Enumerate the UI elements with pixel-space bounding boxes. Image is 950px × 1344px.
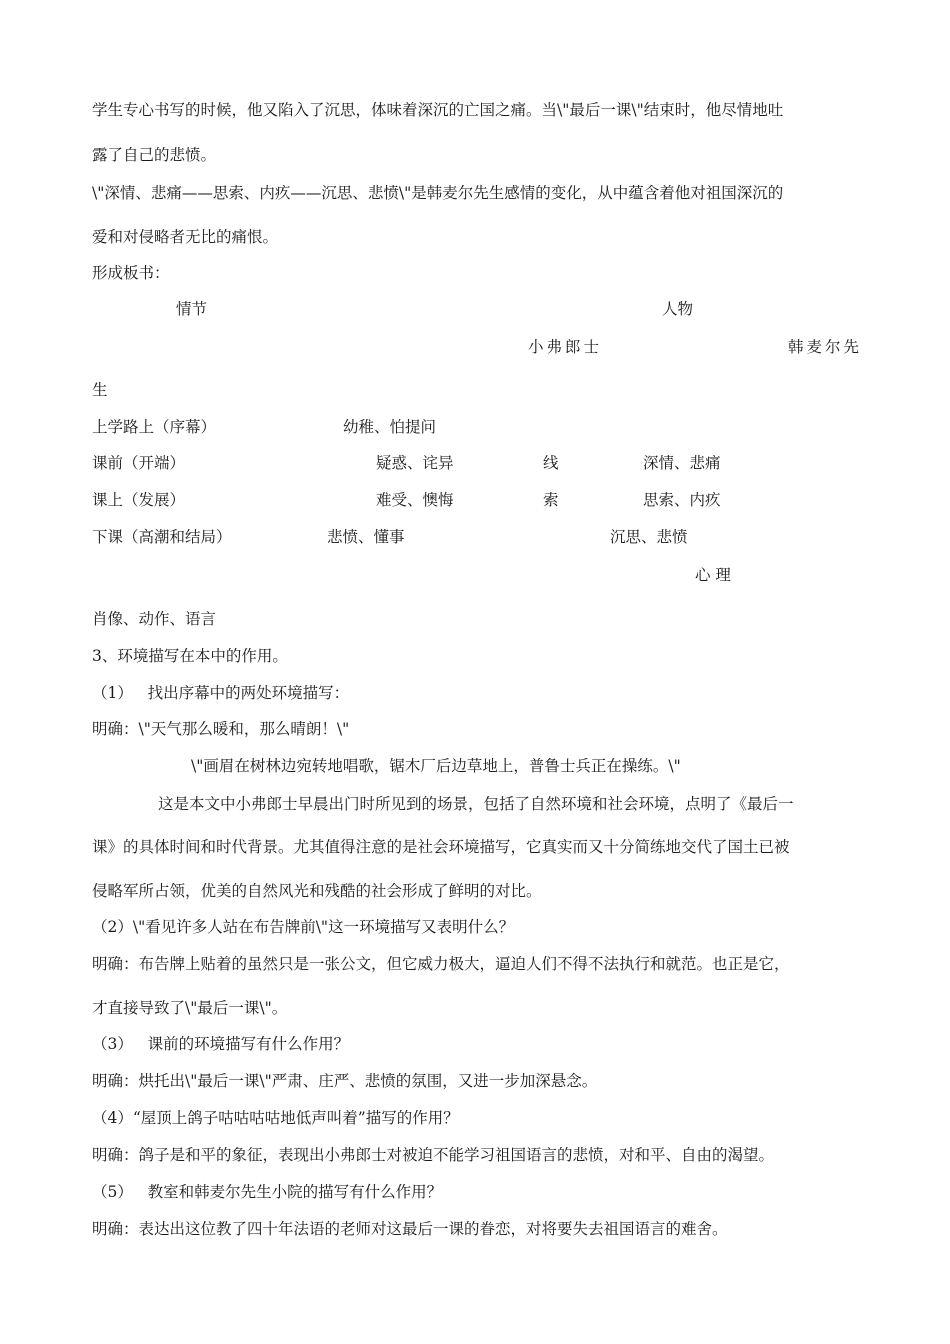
- paragraph-line: 侵略军所占领，优美的自然风光和残酷的社会形成了鲜明的对比。: [92, 882, 542, 900]
- paragraph-line: 露了自己的悲愤。: [92, 146, 217, 164]
- board-hamel-cell: 沉思、悲愤: [610, 528, 688, 546]
- question-4: （4）“屋顶上鸽子咕咕咕咕地低声叫着”描写的作用？: [92, 1109, 459, 1127]
- answer-2-line: 才直接导致了\"最后一课\"。: [92, 999, 288, 1017]
- board-plot-cell: 下课（高潮和结局）: [92, 528, 232, 546]
- board-plot-cell: 课前（开端）: [92, 454, 186, 472]
- question-1: （1） 找出序幕中的两处环境描写：: [92, 684, 350, 702]
- board-header-people: 人物: [662, 300, 694, 318]
- board-hamel-cell: 深情、悲痛: [643, 454, 721, 472]
- board-hamel-cell: 思索、内疚: [643, 491, 721, 509]
- board-psychology: 心 理: [695, 566, 731, 584]
- board-franz-cell: 难受、懊悔: [376, 491, 454, 509]
- board-header-plot: 情节: [176, 300, 208, 318]
- board-clue-char: 线: [543, 454, 559, 472]
- board-franz-cell: 幼稚、怕提问: [343, 418, 437, 436]
- section-heading: 3、环境描写在本中的作用。: [92, 647, 288, 665]
- board-franz-cell: 悲愤、懂事: [327, 528, 405, 546]
- paragraph-line: 这是本文中小弗郎士早晨出门时所见到的场景，包括了自然环境和社会环境，点明了《最后一: [158, 795, 794, 813]
- question-2: （2）\"看见许多人站在布告牌前\"这一环境描写又表明什么？: [92, 918, 515, 936]
- board-title: 形成板书：: [92, 264, 170, 282]
- paragraph-line: 学生专心书写的时候，他又陷入了沉思，体味着深沉的亡国之痛。当\"最后一课\"结束时，他尽情地吐: [92, 101, 784, 119]
- board-header-hamel-wrap: 生: [92, 381, 108, 399]
- answer-5: 明确：表达出这位教了四十年法语的老师对这最后一课的眷恋，对将要失去祖国语言的难舍。: [92, 1220, 728, 1238]
- board-methods: 肖像、动作、语言: [92, 610, 217, 628]
- board-franz-cell: 疑惑、诧异: [376, 454, 454, 472]
- answer-1-line: \"画眉在树林边宛转地唱歌，锯木厂后边草地上，普鲁士兵正在操练。\": [191, 757, 681, 775]
- board-header-franz: 小弗郎士: [528, 338, 603, 356]
- board-header-hamel: 韩麦尔先: [788, 338, 863, 356]
- question-3: （3） 课前的环境描写有什么作用？: [92, 1035, 350, 1053]
- paragraph-line: \"深情、悲痛——思索、内疚——沉思、悲愤\"是韩麦尔先生感情的变化，从中蕴含着他对祖国深沉的: [92, 184, 784, 202]
- board-plot-cell: 课上（发展）: [92, 491, 186, 509]
- question-5: （5） 教室和韩麦尔先生小院的描写有什么作用？: [92, 1183, 443, 1201]
- answer-4: 明确：鸽子是和平的象征，表现出小弗郎士对被迫不能学习祖国语言的悲愤，对和平、自由的渴望。: [92, 1146, 775, 1164]
- paragraph-line: 爱和对侵略者无比的痛恨。: [92, 228, 279, 246]
- answer-1-line: 明确：\"天气那么暖和，那么晴朗！\": [92, 720, 350, 738]
- board-clue-char: 索: [543, 491, 559, 509]
- paragraph-line: 课》的具体时间和时代背景。尤其值得注意的是社会环境描写，它真实而又十分简练地交代了国土已被: [92, 838, 790, 856]
- answer-3: 明确：烘托出\"最后一课\"严肃、庄严、悲愤的氛围，又进一步加深悬念。: [92, 1072, 598, 1090]
- answer-2-line: 明确：布告牌上贴着的虽然只是一张公文，但它威力极大，逼迫人们不得不法执行和就范。也正是它，: [92, 955, 790, 973]
- board-plot-cell: 上学路上（序幕）: [92, 418, 217, 436]
